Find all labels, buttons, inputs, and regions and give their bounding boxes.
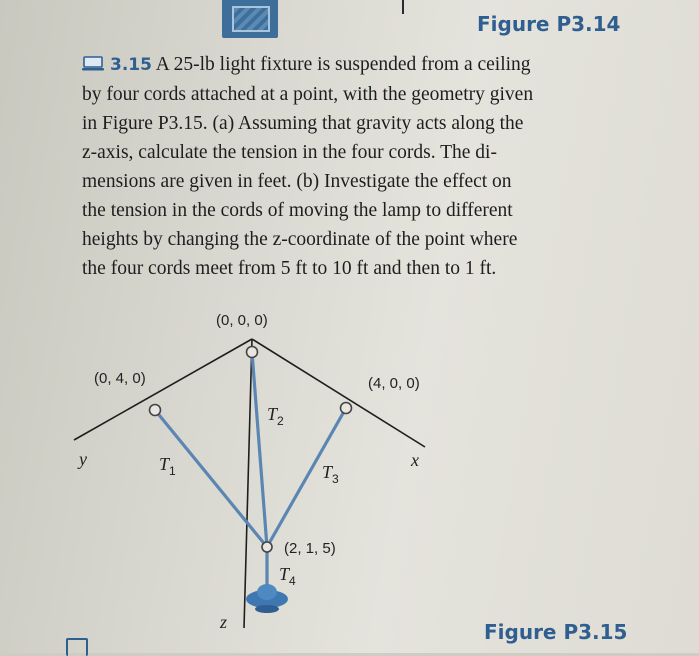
y-axis-line	[74, 339, 252, 440]
label-origin: (0, 0, 0)	[216, 312, 268, 329]
axis-label-y: y	[79, 449, 87, 469]
axis-label-x: x	[411, 450, 419, 470]
problem-line-5: mensions are given in feet. (b) Investigate the effect on	[82, 171, 512, 192]
label-t2: $T_2$	[267, 404, 284, 428]
figure-caption-bottom: Figure P3.15	[484, 620, 628, 644]
x-axis-line	[252, 339, 425, 447]
problem-line-6: the tension in the cords of moving the lamp to different	[82, 200, 513, 221]
z-axis-line	[244, 339, 252, 628]
problem-line-7: heights by changing the z-coordinate of the point where	[82, 229, 518, 250]
figure-caption-top: Figure P3.14	[477, 12, 621, 36]
label-t1: $T_1$	[159, 454, 176, 478]
problem-number: 3.15	[110, 55, 152, 75]
problem-line-8: the four cords meet from 5 ft to 10 ft and then to 1 ft.	[82, 258, 497, 279]
ring-y-icon	[150, 405, 161, 416]
problem-text-line: A 25-lb light fixture is suspended from a ceiling	[155, 54, 531, 75]
cord-t2	[252, 352, 267, 547]
ring-origin-icon	[247, 347, 258, 358]
label-point-meet: (2, 1, 5)	[284, 540, 336, 557]
lamp-icon	[246, 584, 288, 613]
label-point-y: (0, 4, 0)	[94, 370, 146, 387]
label-t4: $T_4$	[279, 564, 296, 588]
problem-line-3: in Figure P3.15. (a) Assuming that gravity acts along the	[82, 113, 524, 134]
corner-icon	[66, 638, 88, 656]
ring-x-icon	[341, 403, 352, 414]
axis-label-z: z	[220, 612, 228, 632]
problem-line-2: by four cords attached at a point, with the geometry given	[82, 84, 534, 105]
problem-line-4: z-axis, calculate the tension in the four cords. The di-	[82, 142, 497, 163]
label-t3: $T_3$	[322, 462, 339, 486]
label-point-x: (4, 0, 0)	[368, 375, 420, 392]
ring-meet-icon	[262, 542, 272, 552]
